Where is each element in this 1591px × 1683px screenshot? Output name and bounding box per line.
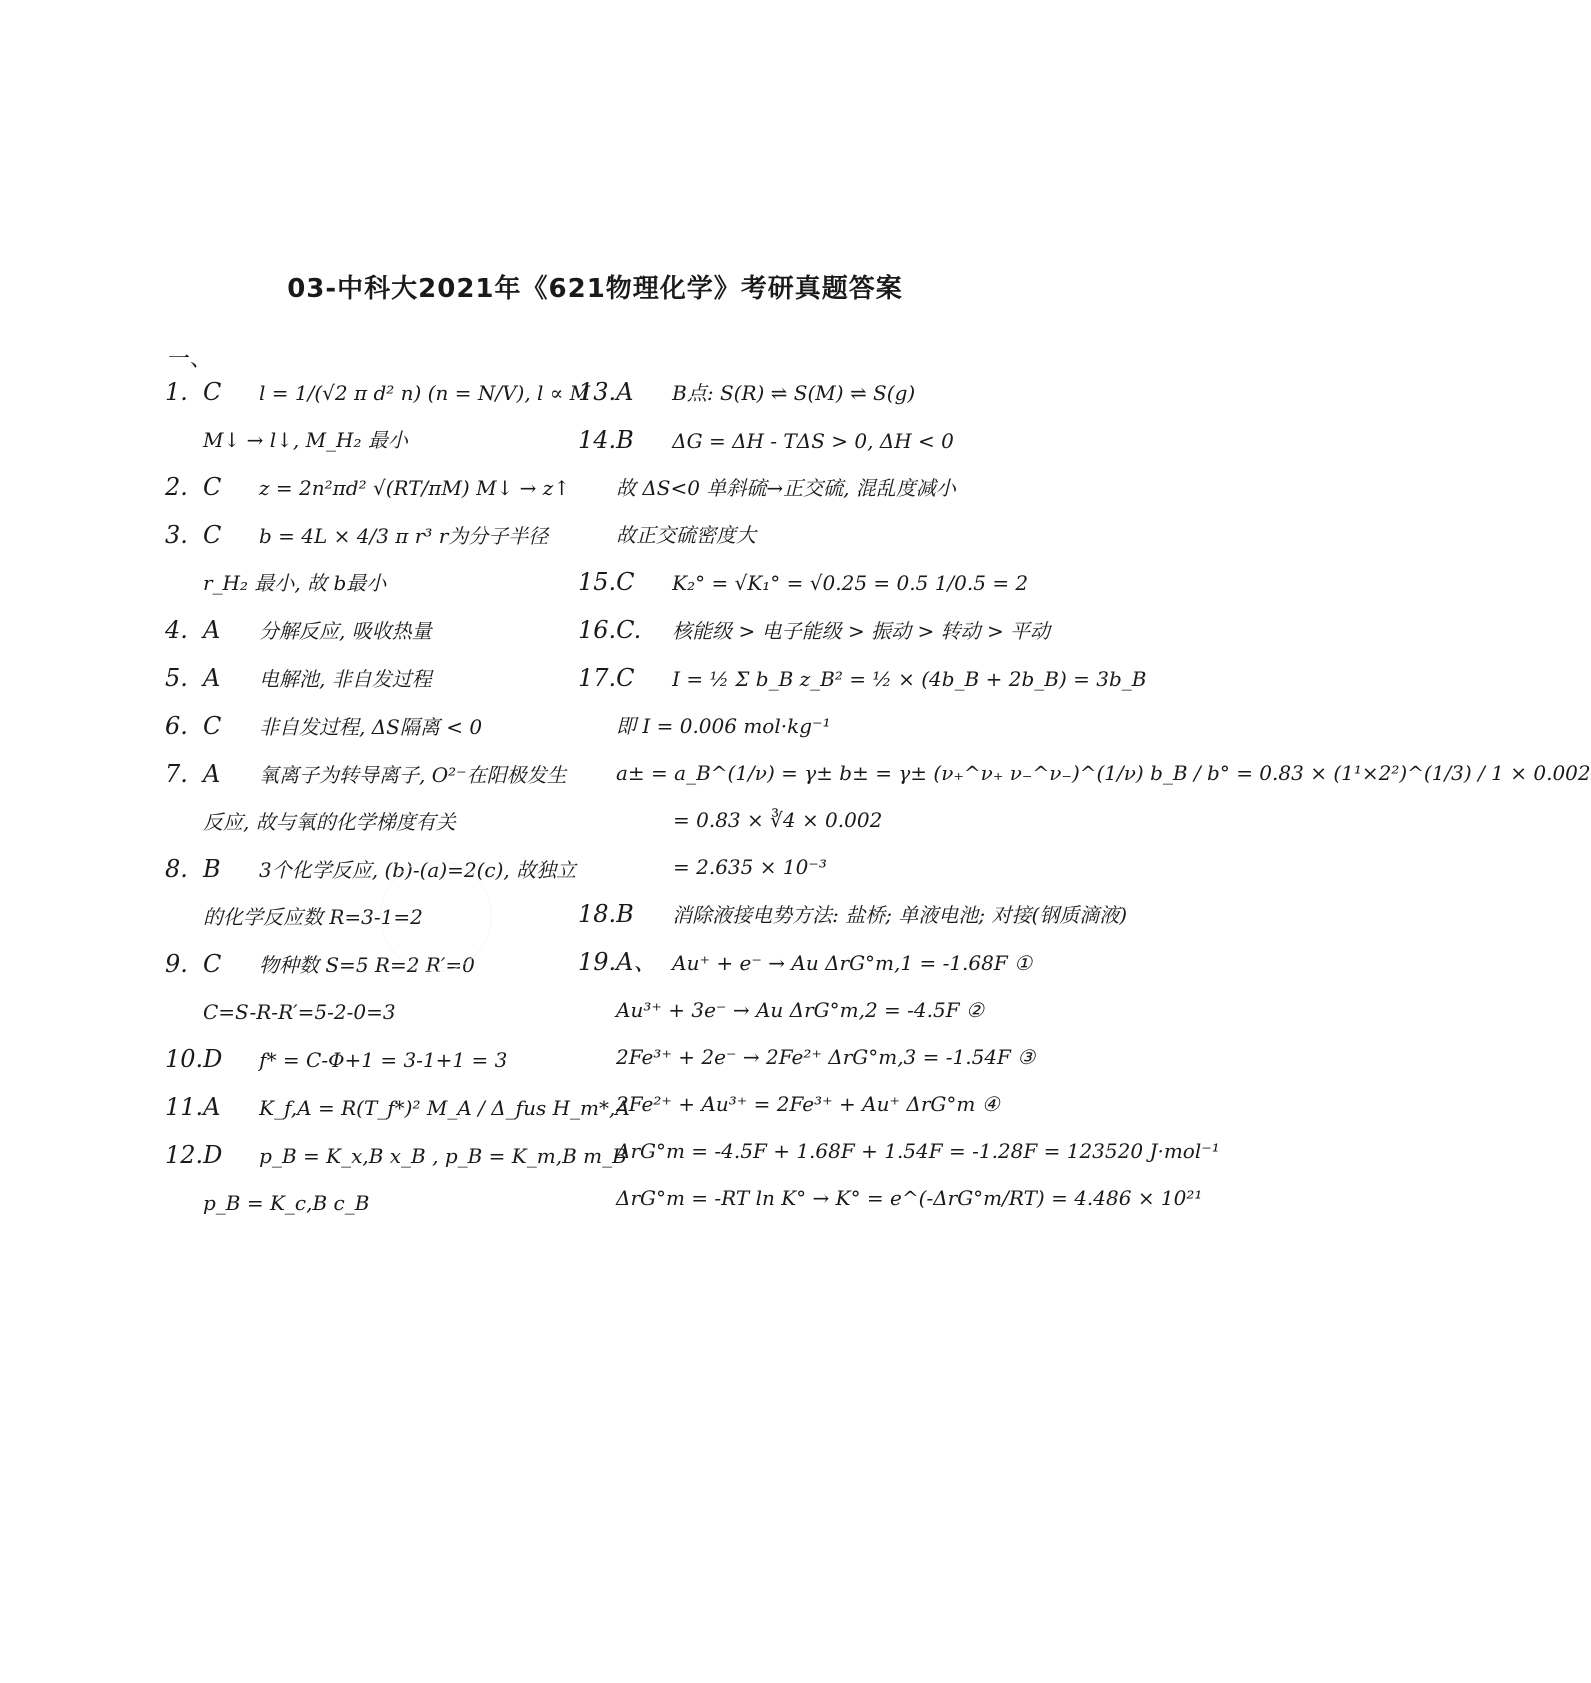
answer-line [578, 950, 1048, 975]
answer-item [578, 570, 1048, 595]
answer-line [578, 616, 1051, 644]
answer-item [165, 857, 575, 929]
answer-line [165, 666, 575, 691]
question-number: 9. [165, 950, 188, 978]
answer-line [165, 762, 575, 787]
answer-text: = 2.635 × 10⁻³ [673, 855, 827, 879]
answer-item [165, 1047, 575, 1072]
answer-line [165, 428, 575, 452]
answer-item [578, 948, 1220, 1210]
answer-line [165, 571, 575, 595]
answer-choice: C. [616, 616, 642, 644]
answer-line [578, 380, 1048, 405]
answer-item [165, 475, 575, 500]
question-number: 16. [578, 616, 617, 644]
answer-text: 3个化学反应, (b)-(a)=2(c), 故独立 [259, 858, 577, 882]
answer-line [165, 810, 575, 834]
question-number: 1. [165, 378, 188, 406]
question-number: 5. [165, 664, 188, 692]
answer-text: r_H₂ 最小, 故 b最小 [203, 571, 387, 595]
answer-line [165, 1093, 630, 1121]
question-number: 18. [578, 900, 617, 928]
answer-line [165, 618, 575, 643]
answer-text: K₂° = √K₁° = √0.25 = 0.5 1/0.5 = 2 [672, 571, 1029, 595]
answer-line [578, 808, 1048, 832]
answer-choice: C [616, 568, 635, 596]
answer-choice: C [616, 664, 635, 692]
answer-text: 故正交硫密度大 [616, 523, 756, 547]
answer-line [578, 855, 1048, 879]
answer-line [578, 476, 1048, 500]
answer-text: = 0.83 × ∛4 × 0.002 [673, 808, 883, 832]
answer-line [165, 905, 575, 929]
answer-text: 故 ΔS<0 单斜硫→正交硫, 混乱度减小 [616, 476, 956, 500]
answer-line [578, 714, 1048, 738]
answer-line [165, 1047, 575, 1072]
answer-choice: A、 [616, 948, 658, 976]
answer-choice: C [203, 473, 222, 501]
answer-text: 的化学反应数 R=3-1=2 [203, 905, 423, 929]
answer-item [165, 618, 575, 643]
answer-line [165, 1191, 575, 1215]
answer-choice: C [203, 378, 222, 406]
answer-text: I = ½ Σ b_B z_B² = ½ × (4b_B + 2b_B) = 3b_B [672, 667, 1147, 691]
answer-text: ΔrG°m = -4.5F + 1.68F + 1.54F = -1.28F = 123520 J·mol⁻¹ [616, 1139, 1220, 1163]
answer-text: p_B = K_x,B x_B , p_B = K_m,B m_B [259, 1144, 627, 1168]
question-number: 4. [165, 616, 188, 644]
answer-choice: B [203, 855, 221, 883]
question-number: 11. [165, 1093, 204, 1121]
section-heading: 一、 [168, 347, 213, 372]
answer-line [578, 900, 1128, 928]
question-number: 3. [165, 521, 188, 549]
answer-line [578, 1139, 1220, 1163]
answer-choice: C [203, 950, 222, 978]
answer-item [578, 428, 1048, 547]
answer-item [578, 900, 1128, 928]
answer-text: 非自发过程, ΔS隔离 < 0 [259, 715, 483, 739]
answer-line [165, 378, 591, 406]
question-number: 8. [165, 855, 188, 883]
question-number: 6. [165, 712, 188, 740]
question-number: 17. [578, 664, 617, 692]
answer-choice: A [203, 760, 221, 788]
answer-text: 反应, 故与氧的化学梯度有关 [203, 810, 456, 834]
answer-line [578, 761, 1591, 785]
answer-text: B点: S(R) ⇌ S(M) ⇌ S(g) [672, 381, 916, 405]
answer-choice: C [203, 712, 222, 740]
answer-text: 电解池, 非自发过程 [259, 667, 432, 691]
answer-line [165, 857, 575, 882]
answer-text: f* = C-Φ+1 = 3-1+1 = 3 [259, 1048, 508, 1072]
page-title: 03-中科大2021年《621物理化学》考研真题答案 [287, 274, 903, 304]
answer-line [578, 570, 1048, 595]
answer-text: 核能级 > 电子能级 > 振动 > 转动 > 平动 [672, 619, 1051, 643]
answer-text: M↓ → l↓, M_H₂ 最小 [203, 428, 408, 452]
question-number: 14. [578, 426, 617, 454]
answer-text: a± = a_B^(1/ν) = γ± b± = γ± (ν₊^ν₊ ν₋^ν₋)^(1/ν) b_B / b° = 0.83 × (1¹×2²)^(1/3) / 1 × 0.002 [616, 761, 1591, 785]
answer-choice: A [203, 616, 221, 644]
answer-text: ΔrG°m = -RT ln K° → K° = e^(-ΔrG°m/RT) = 4.486 × 10²¹ [616, 1186, 1203, 1210]
answer-item [165, 952, 575, 1024]
answer-item [578, 380, 1048, 405]
right-column [578, 378, 1591, 1233]
answer-text: 分解反应, 吸收热量 [259, 619, 432, 643]
question-number: 12. [165, 1141, 204, 1169]
answer-choice: B [616, 426, 634, 454]
answer-text: 即 I = 0.006 mol·kg⁻¹ [616, 714, 831, 738]
answer-line [165, 714, 575, 739]
answer-choice: C [203, 521, 222, 549]
answer-line [165, 475, 575, 500]
answer-item [165, 714, 575, 739]
answer-line [578, 1186, 1203, 1210]
answer-line [578, 1045, 1048, 1069]
answer-text: l = 1/(√2 π d² n) (n = N/V), l ∝ M [259, 381, 591, 405]
answer-text: p_B = K_c,B c_B [203, 1191, 370, 1215]
answer-choice: D [203, 1141, 223, 1169]
answer-line [578, 428, 1048, 453]
answer-line [578, 998, 1048, 1022]
answer-text: K_f,A = R(T_f*)² M_A / Δ_fus H_m*,A [259, 1096, 630, 1120]
faint-watermark-circle [380, 860, 492, 972]
answer-text: 2Fe²⁺ + Au³⁺ = 2Fe³⁺ + Au⁺ ΔrG°m ④ [616, 1092, 1000, 1116]
answer-text: Au³⁺ + 3e⁻ → Au ΔrG°m,2 = -4.5F ② [616, 998, 984, 1022]
answer-item [165, 1141, 627, 1215]
answer-choice: A [616, 378, 634, 406]
answer-item [578, 664, 1591, 879]
answer-item [165, 666, 575, 691]
answer-text: b = 4L × 4/3 π r³ r为分子半径 [259, 524, 549, 548]
answer-text: z = 2n²πd² √(RT/πM) M↓ → z↑ [259, 476, 571, 500]
answer-choice: A [203, 1093, 221, 1121]
answer-line [165, 1000, 575, 1024]
question-number: 10. [165, 1045, 204, 1073]
answer-line [578, 523, 1048, 547]
answer-item [165, 762, 575, 834]
answer-text: 物种数 S=5 R=2 R′=0 [259, 953, 475, 977]
answer-choice: B [616, 900, 634, 928]
answer-choice: A [203, 664, 221, 692]
answer-choice: D [203, 1045, 223, 1073]
answer-text: ΔG = ΔH - TΔS > 0, ΔH < 0 [672, 429, 954, 453]
answer-item [165, 523, 575, 595]
answer-line [578, 664, 1147, 692]
answer-line [578, 1092, 1048, 1116]
question-number: 19. [578, 948, 617, 976]
answer-text: 氧离子为转导离子, O²⁻在阳极发生 [259, 763, 567, 787]
answer-line [165, 1141, 627, 1169]
answer-text: 消除液接电势方法: 盐桥; 单液电池; 对接(钢质滴液) [672, 903, 1128, 927]
question-number: 2. [165, 473, 188, 501]
answer-text: 2Fe³⁺ + 2e⁻ → 2Fe²⁺ ΔrG°m,3 = -1.54F ③ [616, 1045, 1036, 1069]
answer-text: Au⁺ + e⁻ → Au ΔrG°m,1 = -1.68F ① [672, 951, 1033, 975]
question-number: 13. [578, 378, 617, 406]
answer-line [165, 952, 575, 977]
answer-item [165, 1093, 630, 1121]
answer-item [165, 378, 591, 452]
answer-text: C=S-R-R′=5-2-0=3 [203, 1000, 396, 1024]
question-number: 15. [578, 568, 617, 596]
question-number: 7. [165, 760, 188, 788]
answer-line [165, 523, 575, 548]
answer-item [578, 616, 1051, 644]
